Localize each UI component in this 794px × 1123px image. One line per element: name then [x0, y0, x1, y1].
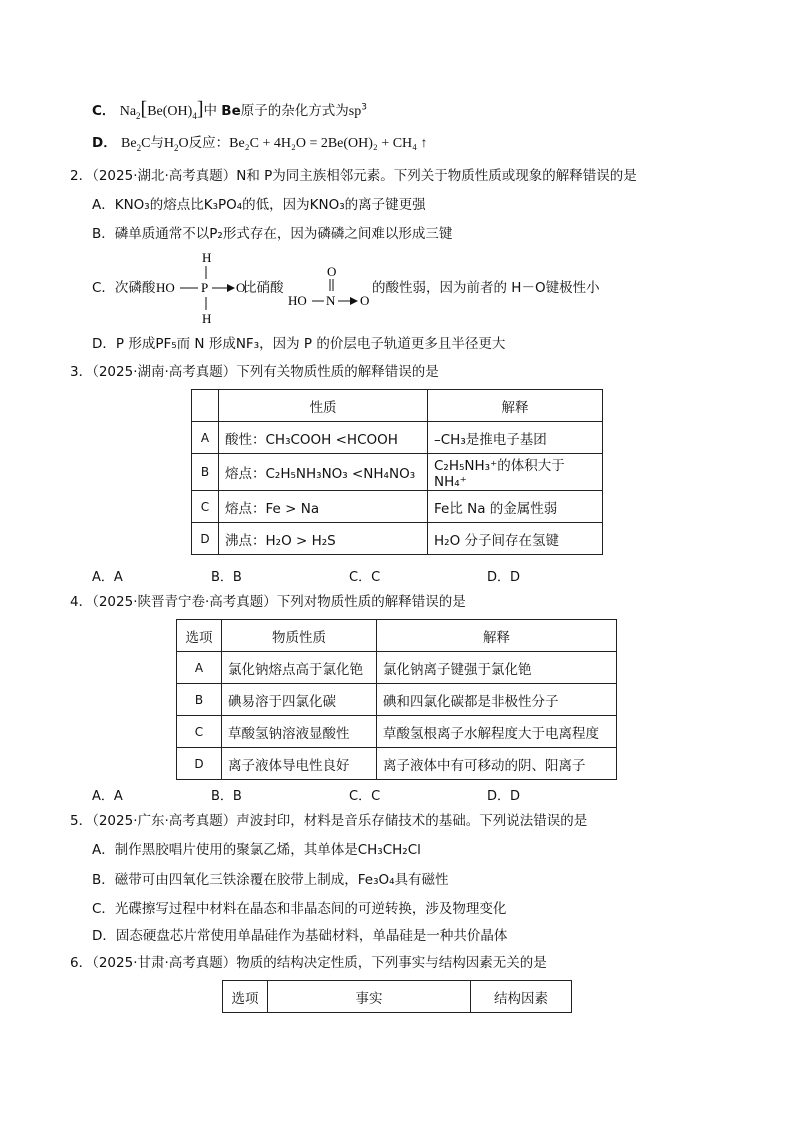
text: 中 [203, 103, 217, 119]
table-row [192, 454, 603, 491]
property-cell: 熔点：Fe > Na [219, 491, 428, 523]
q4-stem: 4．（2025·陕晋青宁卷·高考真题）下列对物质性质的解释错误的是 [70, 594, 466, 610]
explanation-cell: 碘和四氯化碳都是非极性分子 [377, 684, 617, 716]
header-cell: 选项 [177, 620, 222, 652]
explanation-cell: –CH₃是推电子基团 [428, 422, 603, 454]
q3-stem: 3．（2025·湖南·高考真题）下列有关物质性质的解释错误的是 [70, 364, 439, 380]
property-cell: 酸性：CH₃COOH <HCOOH [219, 422, 428, 454]
q5-option-c: C．光碟擦写过程中材料在晶态和非晶态间的可逆转换，涉及物理变化 [92, 901, 507, 917]
choice-c: C．C [349, 570, 381, 585]
explanation-cell: Fe比 Na 的金属性弱 [428, 491, 603, 523]
table-row [177, 716, 617, 748]
q2-stem: 2．（2025·湖北·高考真题）N和 P为同主族相邻元素。下列关于物质性质或现象的解释错误的是 [70, 168, 637, 184]
hybrid-sup: 3 [361, 102, 367, 113]
explanation-cell: 离子液体中有可移动的阴、阳离子 [377, 748, 617, 780]
table-row [192, 422, 603, 454]
atom-o: O [236, 280, 246, 295]
atom-ho: HO [288, 293, 307, 308]
table-header-row [223, 981, 572, 1013]
header-cell: 解释 [377, 620, 617, 652]
choice-a: A．A [92, 570, 123, 585]
q2-option-c-label: C．次磷酸 [92, 280, 156, 296]
row-label: B [177, 684, 222, 716]
table-row [192, 491, 603, 523]
q2-option-c-mid: 比硝酸 [243, 280, 284, 296]
property-cell: 离子液体导电性良好 [222, 748, 377, 780]
header-cell: 物质性质 [222, 620, 377, 652]
table-header-row [177, 620, 617, 652]
header-cell: 结构因素 [471, 981, 572, 1013]
property-cell: 熔点：C₂H₅NH₃NO₃ <NH₄NO₃ [219, 454, 428, 491]
header-cell: 性质 [219, 390, 428, 422]
q5-option-b: B．磁带可由四氧化三铁涂覆在胶带上制成，Fe₃O₄具有磁性 [92, 872, 449, 888]
choice-b: B．B [211, 570, 242, 585]
hypophosphorous-acid-structure [152, 248, 248, 328]
atom-h: H [202, 311, 212, 326]
table-header-row [192, 390, 603, 422]
explanation-cell: C₂H₅NH₃⁺的体积大于NH₄⁺ [428, 454, 603, 491]
q1-option-c: C． $Na_2[Be(OH)_4]$中 Be原子的杂化方式为$sp^3$ [92, 98, 367, 121]
hybrid-sp: sp [348, 104, 362, 119]
table-row [177, 684, 617, 716]
table-row [177, 652, 617, 684]
atom-n: N [326, 293, 336, 308]
option-letter: D． [92, 135, 117, 151]
choice-b: B．B [211, 789, 242, 804]
property-cell: 草酸氢钠溶液显酸性 [222, 716, 377, 748]
text: 反应： [188, 135, 230, 151]
table-row [177, 748, 617, 780]
text: 与 [150, 135, 164, 151]
property-cell: 碘易溶于四氯化碳 [222, 684, 377, 716]
row-label: A [177, 652, 222, 684]
q2-option-a: A．KNO₃的熔点比K₃PO₄的低，因为KNO₃的离子键更强 [92, 197, 426, 213]
q2-option-d: D．P 形成PF₅而 N 形成NF₃，因为 P 的价层电子轨道更多且半径更大 [92, 336, 506, 352]
q2-option-c-tail: 的酸性弱，因为前者的 H－O键极性小 [372, 280, 600, 296]
element-be: Be [221, 103, 241, 119]
explanation-cell: H₂O 分子间存在氢键 [428, 523, 603, 555]
nitric-acid-structure [286, 262, 376, 312]
q2-option-b: B．磷单质通常不以P₂形式存在，因为磷磷之间难以形成三键 [92, 226, 453, 242]
atom-ho: HO [156, 280, 175, 295]
header-cell: 选项 [223, 981, 268, 1013]
row-label: D [192, 523, 219, 555]
equation: Be₂C + 4H₂O = 2Be(OH)₂ + CH₄ ↑ [229, 136, 428, 151]
q5-stem: 5．（2025·广东·高考真题）声波封印，材料是音乐存储技术的基础。下列说法错误的是 [70, 813, 588, 829]
q6-stem: 6．（2025·甘肃·高考真题）物质的结构决定性质，下列事实与结构因素无关的是 [70, 955, 547, 971]
row-label: D [177, 748, 222, 780]
atom-p: P [201, 280, 209, 295]
option-letter: C． [92, 103, 116, 119]
header-cell: 解释 [428, 390, 603, 422]
q6-table [222, 980, 572, 1013]
text: 原子的杂化方式为 [240, 103, 349, 119]
formula-na: Na [119, 104, 137, 119]
atom-o: O [327, 264, 337, 279]
property-cell: 氯化钠熔点高于氯化铯 [222, 652, 377, 684]
choice-a: A．A [92, 789, 123, 804]
row-label: A [192, 422, 219, 454]
q4-table [176, 619, 617, 780]
explanation-cell: 草酸氢根离子水解程度大于电离程度 [377, 716, 617, 748]
header-cell [192, 390, 219, 422]
atom-h: H [202, 250, 212, 265]
row-label: C [192, 491, 219, 523]
choice-d: D．D [487, 789, 521, 804]
header-cell: 事实 [268, 981, 471, 1013]
q5-option-a: A．制作黑胶唱片使用的聚氯乙烯，其单体是CH₃CH₂Cl [92, 842, 421, 858]
q5-option-d: D．固态硬盘芯片常使用单晶硅作为基础材料，单晶硅是一种共价晶体 [92, 928, 508, 944]
explanation-cell: 氯化钠离子键强于氯化铯 [377, 652, 617, 684]
choice-d: D．D [487, 570, 521, 585]
formula: Be [121, 136, 137, 151]
row-label: B [192, 454, 219, 491]
choice-c: C．C [349, 789, 381, 804]
property-cell: 沸点：H₂O > H₂S [219, 523, 428, 555]
atom-o: O [360, 293, 370, 308]
table-row [192, 523, 603, 555]
q1-option-d: D． $Be_2C$与$H_2O$反应：Be₂C + 4H₂O = 2Be(OH)₂ + CH₄ ↑ [92, 135, 428, 153]
row-label: C [177, 716, 222, 748]
q3-table [191, 389, 603, 555]
